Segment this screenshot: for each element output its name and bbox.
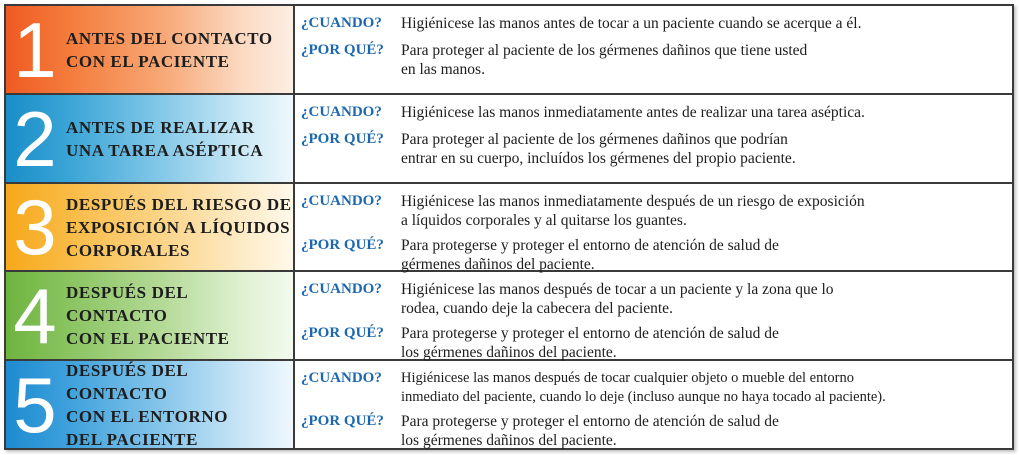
when-line: rodea, cuando deje la cabecera del paciente. (401, 300, 673, 317)
when-line: a líquidos corporales y al quitarse los guantes. (401, 212, 687, 229)
when-label: ¿CUANDO? (301, 370, 382, 386)
moment-title-line: ANTES DEL CONTACTO (66, 28, 273, 48)
moment-title-5 (64, 361, 293, 448)
why-line: entrar en su cuerpo, incluídos los gérmenes del propio paciente. (401, 150, 796, 167)
moment-details-4 (295, 272, 1012, 359)
when-line: Higiénicese las manos después de tocar cualquier objeto o mueble del entorno (401, 370, 854, 386)
when-block (301, 14, 1006, 33)
moment-title-line: CON EL PACIENTE (66, 329, 230, 348)
moment-details-5 (295, 361, 1012, 448)
when-label: ¿CUANDO? (301, 104, 382, 120)
why-block (301, 324, 1006, 362)
when-label: ¿CUANDO? (301, 193, 382, 209)
when-label: ¿CUANDO? (301, 15, 382, 31)
why-text (401, 324, 1006, 362)
why-label: ¿POR QUÉ? (301, 237, 384, 253)
why-line: Para proteger al paciente de los gérmenes dañinos que podrían (401, 131, 788, 148)
when-line: inmediato del paciente, cuando lo deje (incluso aunque no haya tocado al paciente). (401, 389, 886, 405)
when-line: Higiénicese las manos después de tocar a un paciente y la zona que lo (401, 281, 834, 298)
moment-details-3 (295, 184, 1012, 273)
hand-hygiene-table (4, 4, 1014, 450)
moment-header-1 (6, 6, 295, 93)
when-text (401, 103, 1006, 122)
why-line: Para protegerse y proteger el entorno de atención de salud de (401, 325, 779, 342)
moment-title-line: CON EL PACIENTE (66, 51, 230, 71)
moment-title-line: CORPORALES (66, 240, 191, 260)
why-line: Para proteger al paciente de los gérmenes dañinos que tiene usted (401, 42, 808, 59)
moment-title-1 (64, 27, 293, 73)
when-text (401, 192, 1006, 230)
when-line: Higiénicese las manos inmediatamente después de un riesgo de exposición (401, 193, 865, 210)
why-line: gérmenes dañinos del paciente. (401, 256, 595, 273)
when-block (301, 103, 1006, 122)
why-block (301, 412, 1006, 450)
moment-number-2: 2 (13, 95, 57, 182)
moment-row-4 (6, 272, 1012, 361)
why-line: los gérmenes dañinos del paciente. (401, 344, 617, 361)
when-line: Higiénicese las manos antes de tocar a un paciente cuando se acerque a él. (401, 15, 862, 32)
why-label: ¿POR QUÉ? (301, 42, 384, 58)
moment-details-2 (295, 95, 1012, 182)
moment-header-3 (6, 184, 295, 270)
why-text (401, 412, 1006, 450)
why-text (401, 41, 1006, 79)
why-block (301, 130, 1006, 168)
moment-title-line: CON EL ENTORNO (66, 406, 229, 426)
why-line: Para protegerse y proteger el entorno de atención de salud de (401, 413, 779, 430)
when-block (301, 192, 1006, 230)
why-text (401, 130, 1006, 168)
moment-header-2 (6, 95, 295, 182)
moment-number-3: 3 (13, 184, 57, 270)
moment-title-4 (64, 281, 293, 350)
when-text (401, 369, 1006, 407)
why-label: ¿POR QUÉ? (301, 325, 384, 341)
moment-header-4 (6, 272, 295, 359)
moment-header-5 (6, 361, 295, 448)
why-block (301, 41, 1006, 79)
moment-title-line: DESPUÉS DEL CONTACTO (66, 361, 188, 403)
moment-title-line: UNA TAREA ASÉPTICA (66, 140, 264, 160)
why-line: los gérmenes dañinos del paciente. (401, 432, 617, 449)
moment-number-4: 4 (13, 272, 57, 359)
why-block (301, 236, 1006, 274)
moment-details-1 (295, 6, 1012, 93)
moment-title-line: ANTES DE REALIZAR (66, 117, 255, 137)
moment-title-2 (64, 116, 293, 162)
moment-title-line: EXPOSICIÓN A LÍQUIDOS (66, 217, 291, 237)
when-text (401, 14, 1006, 33)
moment-title-line: DEL PACIENTE (66, 429, 199, 448)
when-label: ¿CUANDO? (301, 281, 382, 297)
why-text (401, 236, 1006, 274)
when-text (401, 280, 1006, 318)
when-block (301, 369, 1006, 407)
moment-row-2 (6, 95, 1012, 184)
why-line: en las manos. (401, 61, 485, 78)
why-line: Para protegerse y proteger el entorno de atención de salud de (401, 237, 779, 254)
why-label: ¿POR QUÉ? (301, 413, 384, 429)
moment-number-5: 5 (13, 361, 57, 448)
moment-title-line: DESPUÉS DEL CONTACTO (66, 283, 188, 325)
why-label: ¿POR QUÉ? (301, 131, 384, 147)
when-block (301, 280, 1006, 318)
moment-row-3 (6, 184, 1012, 272)
moment-row-1 (6, 6, 1012, 95)
moment-title-line: DESPUÉS DEL RIESGO DE (66, 194, 292, 214)
moment-number-1: 1 (13, 6, 57, 93)
moment-row-5 (6, 361, 1012, 448)
moment-title-3 (64, 193, 293, 262)
when-line: Higiénicese las manos inmediatamente antes de realizar una tarea aséptica. (401, 104, 865, 121)
